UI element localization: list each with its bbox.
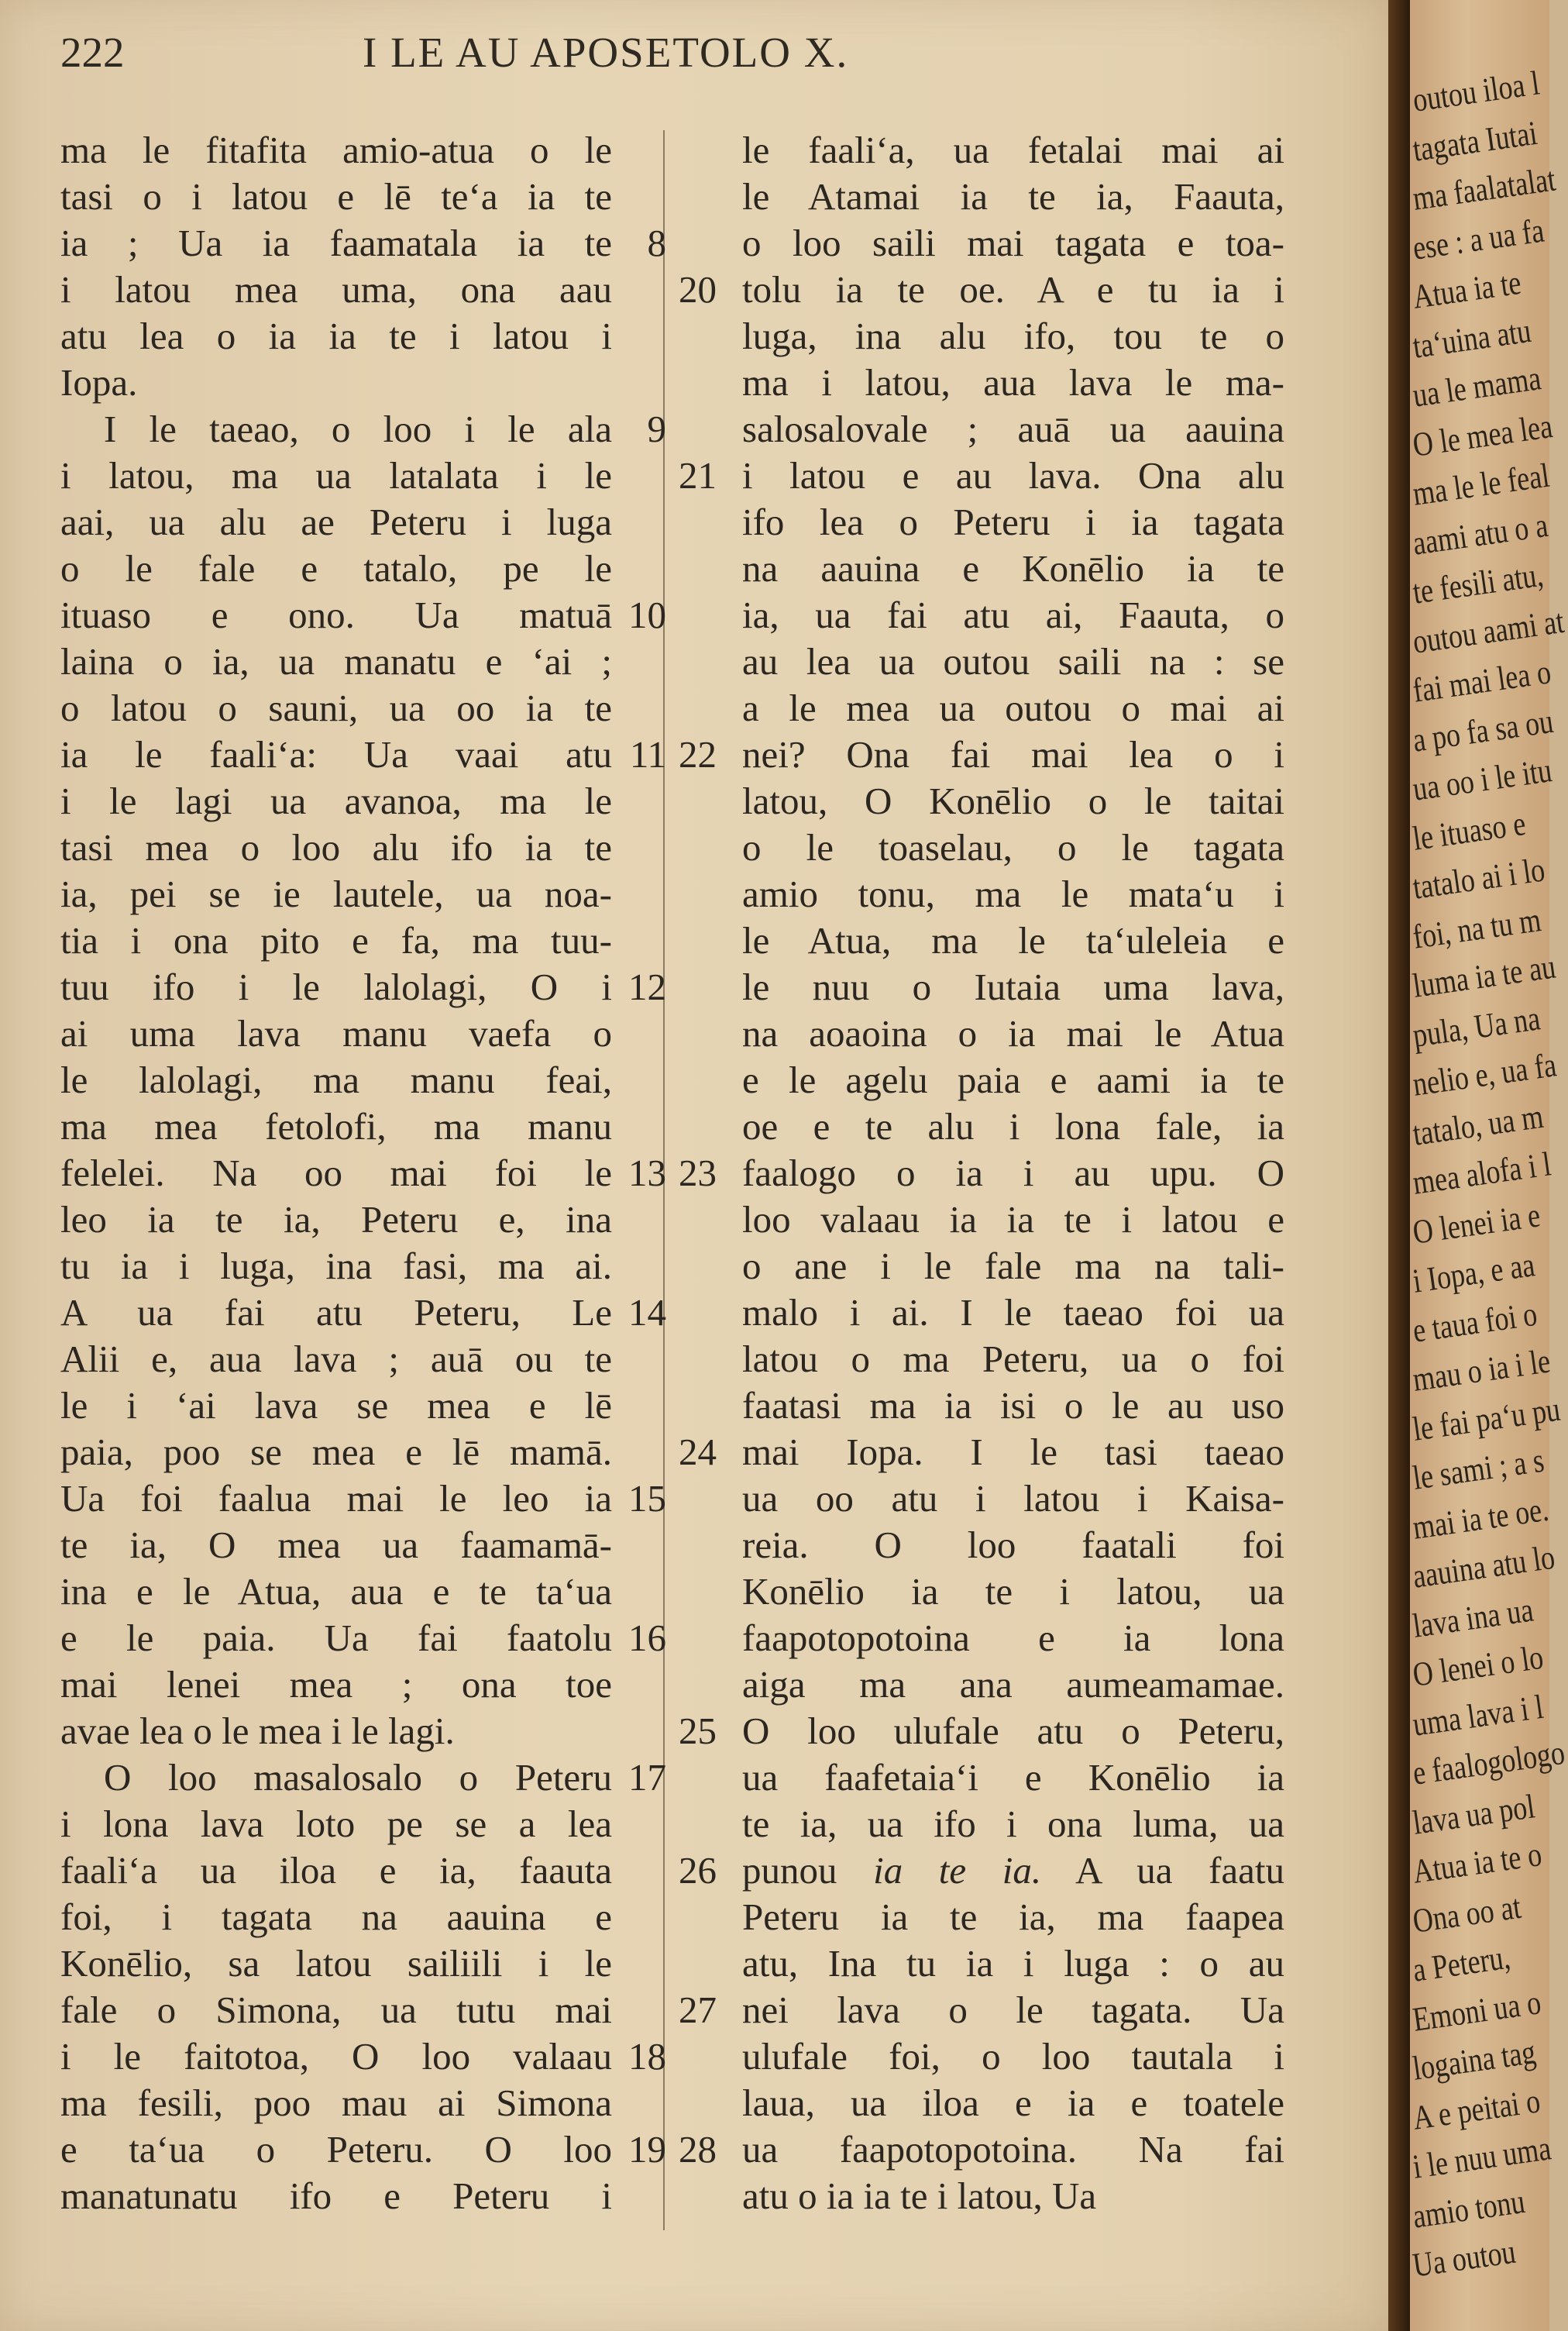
adjacent-page-text: outou iloa l — [1410, 64, 1542, 119]
line-text: le i ‘ai lava se mea e lē — [60, 1384, 612, 1427]
adjacent-page-text: amio tonu — [1410, 2181, 1528, 2236]
text-line — [679, 1475, 1284, 1522]
text-line — [60, 1429, 666, 1475]
text-line — [60, 2033, 666, 2080]
text-line — [60, 546, 666, 592]
text-line — [60, 2126, 666, 2173]
adjacent-page-text: Ona oo at — [1410, 1887, 1524, 1940]
adjacent-page-text: i Iopa, e aa — [1410, 1245, 1538, 1300]
verse-number: 12 — [628, 966, 666, 1008]
line-text: paia, poo se mea e lē mamā. — [60, 1431, 612, 1473]
text-line — [60, 1289, 666, 1336]
line-text: ua oo atu i latou i Kaisa- — [742, 1477, 1284, 1520]
text-line — [60, 1150, 666, 1196]
text-line — [60, 732, 666, 778]
line-text: ia, pei se ie lautele, ua noa- — [60, 873, 612, 915]
verse-number: 11 — [629, 733, 666, 776]
line-text: tia i ona pito e fa, ma tuu- — [60, 919, 612, 962]
line-text: nei? Ona fai mai lea o i — [742, 733, 1284, 776]
adjacent-page-text: O lenei o lo — [1410, 1637, 1546, 1694]
verse-number: 10 — [628, 594, 666, 636]
line-text: o latou o sauni, ua oo ia te — [60, 687, 612, 729]
text-line — [679, 1104, 1284, 1150]
right-column — [679, 127, 1284, 2219]
text-line — [60, 1754, 666, 1801]
text-line — [60, 1847, 666, 1894]
text-line — [679, 1940, 1284, 1987]
line-text: ma i latou, aua lava le ma- — [742, 361, 1284, 404]
line-text: Iopa. — [60, 361, 138, 404]
line-text: o le toaselau, o le tagata — [742, 826, 1284, 869]
text-line — [60, 2080, 666, 2126]
text-line — [679, 639, 1284, 685]
line-text: luga, ina alu ifo, tou te o — [742, 315, 1284, 357]
text-line — [60, 685, 666, 732]
line-text: tasi mea o loo alu ifo ia te — [60, 826, 612, 869]
text-line — [679, 871, 1284, 918]
text-line — [679, 220, 1284, 267]
line-text: o loo saili mai tagata e toa- — [742, 222, 1284, 264]
text-line — [679, 1894, 1284, 1940]
adjacent-page-text: uma lava i l — [1410, 1687, 1546, 1744]
line-text: tasi o i latou e lē te‘a ia te — [60, 175, 612, 218]
verse-number: 15 — [628, 1477, 666, 1520]
text-line — [60, 453, 666, 499]
line-text: aiga ma ana aumeamamae. — [742, 1663, 1284, 1706]
text-line — [679, 918, 1284, 964]
line-text: ia, ua fai atu ai, Faauta, o — [742, 594, 1284, 636]
adjacent-page-text: e faalogologo — [1410, 1733, 1567, 1792]
text-line — [679, 174, 1284, 220]
line-text: le Atua, ma le ta‘uleleia e — [742, 919, 1284, 962]
line-text: ua faafetaia‘i e Konēlio ia — [742, 1756, 1284, 1799]
left-column — [60, 127, 666, 2219]
text-line — [679, 453, 1284, 499]
verse-number: 14 — [628, 1291, 666, 1334]
line-text: latou, O Konēlio o le taitai — [742, 780, 1284, 822]
verse-number: 13 — [628, 1152, 666, 1194]
verse-number: 19 — [628, 2128, 666, 2171]
line-text: Konēlio, sa latou sailiili i le — [60, 1942, 612, 1985]
italic-text: ia te ia. — [873, 1849, 1042, 1892]
text-line — [679, 1289, 1284, 1336]
text-line — [60, 825, 666, 871]
line-text: amio tonu, ma le mata‘u i — [742, 873, 1284, 915]
line-text: Ua foi faalua mai le leo ia — [60, 1477, 612, 1520]
text-line — [60, 1940, 666, 1987]
line-text: tu ia i luga, ina fasi, ma ai. — [60, 1245, 612, 1287]
line-text: ina e le Atua, aua e te ta‘ua — [60, 1570, 612, 1613]
line-text: tuu ifo i le lalolagi, O i — [60, 966, 612, 1008]
running-title: I LE AU APOSETOLO X. — [363, 29, 849, 76]
adjacent-page-text: a Peteru, — [1410, 1937, 1513, 1989]
line-text — [742, 1847, 1284, 1894]
text-line — [60, 778, 666, 825]
adjacent-page-text: ese : a ua fa — [1410, 211, 1546, 267]
line-text: ia ; Ua ia faamatala ia te — [60, 222, 612, 264]
adjacent-page-text: ta‘uina atu — [1410, 311, 1534, 366]
line-text: atu lea o ia ia te i latou i — [60, 315, 612, 357]
adjacent-page-text: e taua foi o — [1410, 1294, 1540, 1350]
adjacent-page-text: tatalo ai i lo — [1410, 850, 1548, 907]
book-gutter — [1388, 0, 1410, 2331]
text-line — [679, 1243, 1284, 1289]
verse-number: 23 — [679, 1152, 717, 1194]
verse-number: 24 — [679, 1431, 717, 1473]
text-line — [60, 2173, 666, 2219]
text-line — [679, 964, 1284, 1011]
line-text: faapotopotoina e ia lona — [742, 1617, 1284, 1659]
line-text: tolu ia te oe. A e tu ia i — [742, 268, 1284, 311]
text-line — [60, 1708, 666, 1754]
line-text: laina o ia, ua manatu e ‘ai ; — [60, 640, 612, 683]
line-text: mai Iopa. I le tasi taeao — [742, 1431, 1284, 1473]
line-text: ma mea fetolofi, ma manu — [60, 1105, 612, 1148]
line-text: le lalolagi, ma manu feai, — [60, 1059, 612, 1101]
line-text: faalogo o ia i au upu. O — [742, 1152, 1284, 1194]
line-text: o le fale e tatalo, pe le — [60, 547, 612, 590]
line-text: le faali‘a, ua fetalai mai ai — [742, 129, 1284, 171]
adjacent-page-text: fai mai lea o — [1410, 652, 1553, 710]
line-text: Peteru ia te ia, ma faapea — [742, 1895, 1284, 1938]
text-line — [60, 360, 666, 406]
text-line — [60, 1382, 666, 1429]
line-text: malo i ai. I le taeao foi ua — [742, 1291, 1284, 1334]
adjacent-page-text: mai ia te oe. — [1410, 1489, 1551, 1547]
verse-number: 22 — [679, 733, 717, 776]
adjacent-page-text: logaina tag — [1410, 2033, 1539, 2088]
text-line — [60, 592, 666, 639]
text-line — [679, 1568, 1284, 1615]
line-text: na aoaoina o ia mai le Atua — [742, 1012, 1284, 1055]
text-line — [60, 406, 666, 453]
text-line — [60, 267, 666, 313]
text-line — [679, 1196, 1284, 1243]
page-number: 222 — [60, 29, 125, 76]
text-line — [679, 1661, 1284, 1708]
text-line — [679, 2126, 1284, 2173]
text-line — [679, 2080, 1284, 2126]
adjacent-page-text: Atua ia te — [1410, 263, 1524, 316]
line-text: ma le fitafita amio-atua o le — [60, 129, 612, 171]
line-text: aai, ua alu ae Peteru i luga — [60, 501, 612, 543]
adjacent-page-text: tagata Iutai — [1410, 113, 1540, 169]
line-text: le Atamai ia te ia, Faauta, — [742, 175, 1284, 218]
adjacent-page-text: mea alofa i l — [1410, 1145, 1553, 1202]
line-text: i le lagi ua avanoa, ma le — [60, 780, 612, 822]
line-text: leo ia te ia, Peteru e, ina — [60, 1198, 612, 1241]
adjacent-page-text: le fai pa‘u pu — [1410, 1389, 1563, 1448]
text-line — [679, 685, 1284, 732]
text-line — [60, 1894, 666, 1940]
verse-number: 17 — [628, 1756, 666, 1799]
adjacent-page-text: aauina atu lo — [1410, 1537, 1557, 1596]
text-line — [60, 964, 666, 1011]
verse-number: 18 — [628, 2035, 666, 2078]
adjacent-page-text: le sami ; a s — [1410, 1441, 1547, 1497]
line-text: latou o ma Peteru, ua o foi — [742, 1338, 1284, 1380]
line-text: O loo masalosalo o Peteru — [104, 1756, 612, 1799]
line-text: Alii e, aua lava ; auā ou te — [60, 1338, 612, 1380]
adjacent-page-text: luma ia te au — [1410, 947, 1558, 1005]
line-text: Konēlio ia te i latou, ua — [742, 1570, 1284, 1613]
line-text: I le taeao, o loo i le ala — [104, 408, 612, 450]
line-text: fale o Simona, ua tutu mai — [60, 1988, 612, 2031]
line-text: i lona lava loto pe se a lea — [60, 1802, 612, 1845]
text-line — [679, 499, 1284, 546]
line-text-part: punou — [742, 1849, 874, 1892]
adjacent-page-text: ma faalatalat — [1410, 160, 1558, 218]
adjacent-page-text: nelio e, ua fa — [1410, 1045, 1559, 1104]
line-text: na aauina e Konēlio ia te — [742, 547, 1284, 590]
text-line — [679, 1382, 1284, 1429]
text-line — [60, 1104, 666, 1150]
text-line — [60, 499, 666, 546]
text-line — [60, 1475, 666, 1522]
text-line — [60, 1568, 666, 1615]
line-text: mai lenei mea ; ona toe — [60, 1663, 612, 1706]
text-line — [679, 732, 1284, 778]
text-line — [679, 1754, 1284, 1801]
text-line — [60, 918, 666, 964]
text-line — [679, 2173, 1284, 2219]
line-text: te ia, O mea ua faamamā- — [60, 1524, 612, 1566]
line-text: salosalovale ; auā ua aauina — [742, 408, 1284, 450]
text-line — [60, 1011, 666, 1057]
verse-number: 27 — [679, 1988, 717, 2031]
adjacent-page-text: aami atu o a — [1410, 505, 1550, 563]
text-line — [60, 1522, 666, 1568]
line-text: A ua fai atu Peteru, Le — [60, 1291, 612, 1334]
line-text: faali‘a ua iloa e ia, faauta — [60, 1849, 612, 1892]
text-line — [60, 127, 666, 174]
text-line — [679, 1708, 1284, 1754]
line-text: i latou e au lava. Ona alu — [742, 454, 1284, 497]
text-line — [679, 1011, 1284, 1057]
line-text: manatunatu ifo e Peteru i — [60, 2174, 612, 2217]
adjacent-page-text: Ua outou — [1410, 2232, 1518, 2285]
adjacent-page-text: pula, Ua na — [1410, 998, 1543, 1055]
line-text: O loo ulufale atu o Peteru, — [742, 1710, 1284, 1752]
text-line — [679, 406, 1284, 453]
line-text: te ia, ua ifo i ona luma, ua — [742, 1802, 1284, 1845]
verse-number: 8 — [647, 222, 666, 264]
text-line — [60, 639, 666, 685]
verse-number: 21 — [679, 454, 717, 497]
line-text: au lea ua outou saili na : se — [742, 640, 1284, 683]
line-text: laua, ua iloa e ia e toatele — [742, 2081, 1284, 2124]
adjacent-page-text: ua le mama — [1410, 359, 1544, 415]
verse-number: 9 — [647, 408, 666, 450]
text-line — [679, 1847, 1284, 1894]
line-text: atu, Ina tu ia i luga : o au — [742, 1942, 1284, 1985]
line-text: a le mea ua outou o mai ai — [742, 687, 1284, 729]
text-line — [60, 1196, 666, 1243]
verse-number: 16 — [628, 1617, 666, 1659]
text-line — [60, 1615, 666, 1661]
text-line — [60, 1336, 666, 1382]
adjacent-page-text: ma le le feal — [1410, 456, 1552, 513]
line-text: i latou, ma ua latalata i le — [60, 454, 612, 497]
line-text-part: A ua faatu — [1041, 1849, 1285, 1892]
line-text: ai uma lava manu vaefa o — [60, 1012, 612, 1055]
line-text: foi, i tagata na aauina e — [60, 1895, 612, 1938]
line-text: felelei. Na oo mai foi le — [60, 1152, 612, 1194]
text-line — [679, 1615, 1284, 1661]
line-text: nei lava o le tagata. Ua — [742, 1988, 1284, 2031]
text-line — [60, 1243, 666, 1289]
line-text: faatasi ma ia isi o le au uso — [742, 1384, 1284, 1427]
line-text: i le faitotoa, O loo valaau — [60, 2035, 612, 2078]
adjacent-page-text: a po fa sa ou — [1410, 701, 1556, 759]
verse-number: 28 — [679, 2128, 717, 2171]
adjacent-page-text: ua oo i le itu — [1410, 751, 1554, 808]
text-line — [679, 1987, 1284, 2033]
line-text: ia le faali‘a: Ua vaai atu — [60, 733, 612, 776]
adjacent-page-text: tatalo, ua m — [1410, 1097, 1546, 1153]
line-text: i latou mea uma, ona aau — [60, 268, 612, 311]
line-text: e le paia. Ua fai faatolu — [60, 1617, 612, 1659]
text-line — [679, 1429, 1284, 1475]
text-line — [679, 778, 1284, 825]
text-line — [60, 1057, 666, 1104]
text-line — [679, 1150, 1284, 1196]
line-text: reia. O loo faatali foi — [742, 1524, 1284, 1566]
adjacent-page-text: i le nuu uma — [1410, 2129, 1553, 2186]
line-text: e ta‘ua o Peteru. O loo — [60, 2128, 612, 2171]
line-text: oe e te alu i lona fale, ia — [742, 1105, 1284, 1148]
text-line — [679, 2033, 1284, 2080]
adjacent-page-text: lava ua pol — [1410, 1786, 1538, 1842]
line-text: avae lea o le mea i le lagi. — [60, 1710, 455, 1752]
adjacent-page-text: outou aami at — [1410, 601, 1566, 661]
text-line — [60, 1801, 666, 1847]
text-line — [679, 1057, 1284, 1104]
text-line — [60, 174, 666, 220]
adjacent-page-text: foi, na tu m — [1410, 900, 1544, 956]
verse-number: 25 — [679, 1710, 717, 1752]
line-text: ituaso e ono. Ua matuā — [60, 594, 612, 636]
line-text: le nuu o Iutaia uma lava, — [742, 966, 1284, 1008]
adjacent-page-text: te fesili atu, — [1410, 555, 1546, 611]
text-line — [679, 1801, 1284, 1847]
line-text: ma fesili, poo mau ai Simona — [60, 2081, 612, 2124]
adjacent-page-text: A e peitai o — [1410, 2081, 1543, 2137]
text-line — [679, 1522, 1284, 1568]
text-line — [679, 267, 1284, 313]
text-line — [679, 546, 1284, 592]
line-text: o ane i le fale ma na tali- — [742, 1245, 1284, 1287]
adjacent-page-text: O lenei ia e — [1410, 1195, 1543, 1252]
text-line — [60, 313, 666, 360]
adjacent-page-text: mau o ia i le — [1410, 1341, 1553, 1399]
line-text: ua faapotopotoina. Na fai — [742, 2128, 1284, 2171]
text-line — [679, 592, 1284, 639]
adjacent-page-text: le ituaso e — [1410, 804, 1528, 858]
text-line — [679, 127, 1284, 174]
line-text: loo valaau ia ia te i latou e — [742, 1198, 1284, 1241]
text-line — [60, 1987, 666, 2033]
adjacent-page-text: Atua ia te o — [1410, 1834, 1545, 1891]
line-text: e le agelu paia e aami ia te — [742, 1059, 1284, 1101]
text-line — [60, 871, 666, 918]
adjacent-page — [1410, 0, 1567, 2331]
line-text: ifo lea o Peteru i ia tagata — [742, 501, 1284, 543]
verse-number: 26 — [679, 1849, 717, 1892]
adjacent-page-text: lava ina ua — [1410, 1589, 1536, 1645]
text-line — [679, 360, 1284, 406]
verse-number: 20 — [679, 268, 717, 311]
text-line — [679, 1336, 1284, 1382]
line-text: ulufale foi, o loo tautala i — [742, 2035, 1284, 2078]
text-line — [679, 825, 1284, 871]
text-line — [60, 1661, 666, 1708]
line-text: atu o ia ia te i latou, Ua — [742, 2174, 1097, 2217]
adjacent-page-text: O le mea lea — [1410, 406, 1555, 464]
text-line — [60, 220, 666, 267]
adjacent-page-text: Emoni ua o — [1410, 1982, 1544, 2039]
text-line — [679, 313, 1284, 360]
